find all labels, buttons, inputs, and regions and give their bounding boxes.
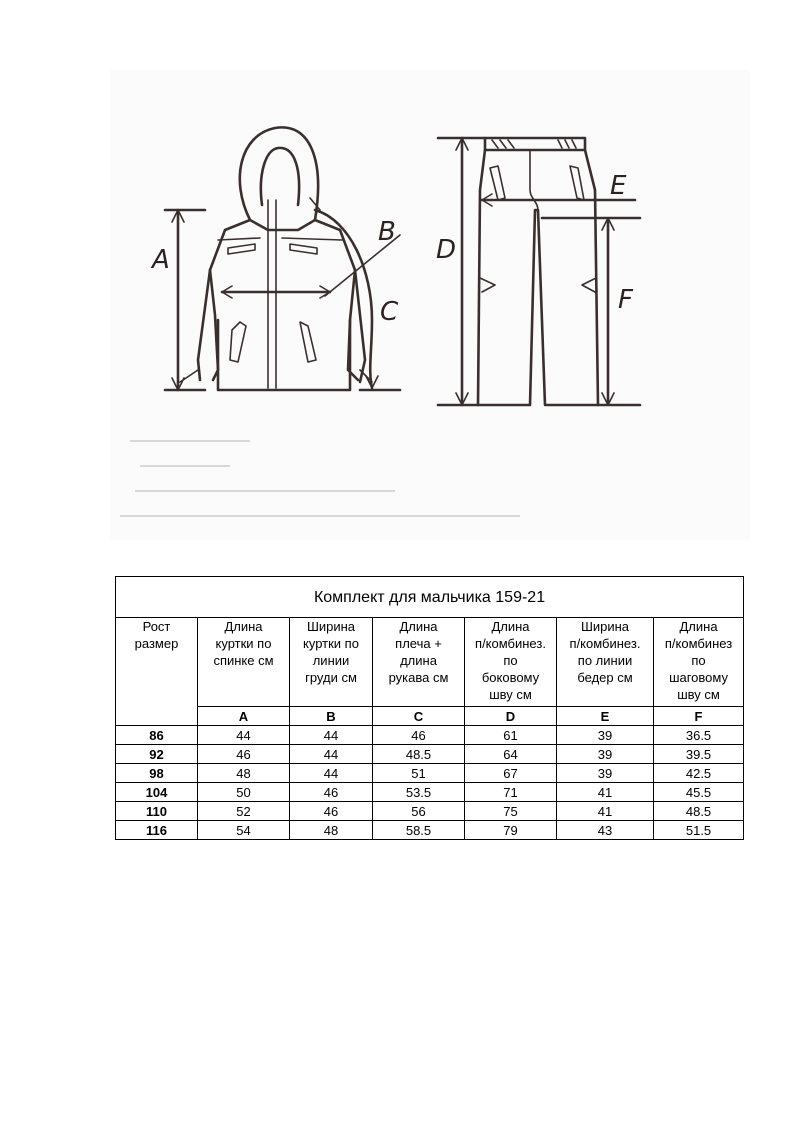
row-size-label: 98 [116, 764, 198, 783]
table-cell: 45.5 [654, 783, 744, 802]
header-shoulder-sleeve-length: Длина плеча + длина рукава см [373, 618, 465, 707]
size-rows [116, 726, 744, 840]
measurement-diagram [110, 70, 750, 540]
letter-e: E [557, 707, 654, 726]
table-row [116, 802, 744, 821]
table-cell: 48.5 [654, 802, 744, 821]
table-cell: 43 [557, 821, 654, 840]
row-size-label: 116 [116, 821, 198, 840]
letter-c: C [373, 707, 465, 726]
table-cell: 44 [198, 726, 290, 745]
row-size-label: 110 [116, 802, 198, 821]
header-height-size: Рост размер [116, 618, 198, 726]
table-cell: 51.5 [654, 821, 744, 840]
header-pants-inseam-length: Длина п/комбинез по шаговому шву см [654, 618, 744, 707]
marker-f: F [618, 285, 633, 315]
table-cell: 44 [290, 726, 373, 745]
table-cell: 58.5 [373, 821, 465, 840]
table-row [116, 821, 744, 840]
marker-a: A [152, 245, 170, 275]
table-cell: 51 [373, 764, 465, 783]
table-cell: 50 [198, 783, 290, 802]
table-cell: 54 [198, 821, 290, 840]
table-cell: 48 [290, 821, 373, 840]
table-row [116, 726, 744, 745]
table-cell: 79 [465, 821, 557, 840]
table-cell: 39 [557, 745, 654, 764]
table-cell: 42.5 [654, 764, 744, 783]
table-cell: 46 [373, 726, 465, 745]
table-cell: 41 [557, 783, 654, 802]
table-cell: 52 [198, 802, 290, 821]
table-cell: 46 [290, 783, 373, 802]
table-cell: 48 [198, 764, 290, 783]
table-row [116, 783, 744, 802]
letter-b: B [290, 707, 373, 726]
table-cell: 36.5 [654, 726, 744, 745]
table-cell: 44 [290, 745, 373, 764]
marker-b: B [378, 217, 396, 247]
table-cell: 46 [290, 802, 373, 821]
marker-c: C [380, 297, 399, 327]
size-table [115, 576, 744, 840]
table-cell: 39 [557, 764, 654, 783]
table-cell: 67 [465, 764, 557, 783]
table-cell: 44 [290, 764, 373, 783]
table-cell: 39.5 [654, 745, 744, 764]
table-cell: 39 [557, 726, 654, 745]
row-size-label: 86 [116, 726, 198, 745]
row-size-label: 104 [116, 783, 198, 802]
letter-d: D [465, 707, 557, 726]
table-row [116, 745, 744, 764]
header-pants-side-length: Длина п/комбинез. по боковому шву см [465, 618, 557, 707]
table-cell: 46 [198, 745, 290, 764]
table-cell: 75 [465, 802, 557, 821]
table-cell: 53.5 [373, 783, 465, 802]
table-cell: 71 [465, 783, 557, 802]
letter-f: F [654, 707, 744, 726]
header-jacket-back-length: Длина куртки по спинке см [198, 618, 290, 707]
header-pants-hip-width: Ширина п/комбинез. по линии бедер см [557, 618, 654, 707]
garment-sketch [110, 70, 750, 540]
table-cell: 41 [557, 802, 654, 821]
table-row [116, 764, 744, 783]
table-cell: 48.5 [373, 745, 465, 764]
table-cell: 56 [373, 802, 465, 821]
marker-e: E [610, 171, 627, 201]
table-cell: 64 [465, 745, 557, 764]
table-title: Комплект для мальчика 159-21 [116, 577, 744, 618]
letter-a: A [198, 707, 290, 726]
table-cell: 61 [465, 726, 557, 745]
marker-d: D [436, 235, 457, 265]
row-size-label: 92 [116, 745, 198, 764]
header-jacket-chest-width: Ширина куртки по линии груди см [290, 618, 373, 707]
